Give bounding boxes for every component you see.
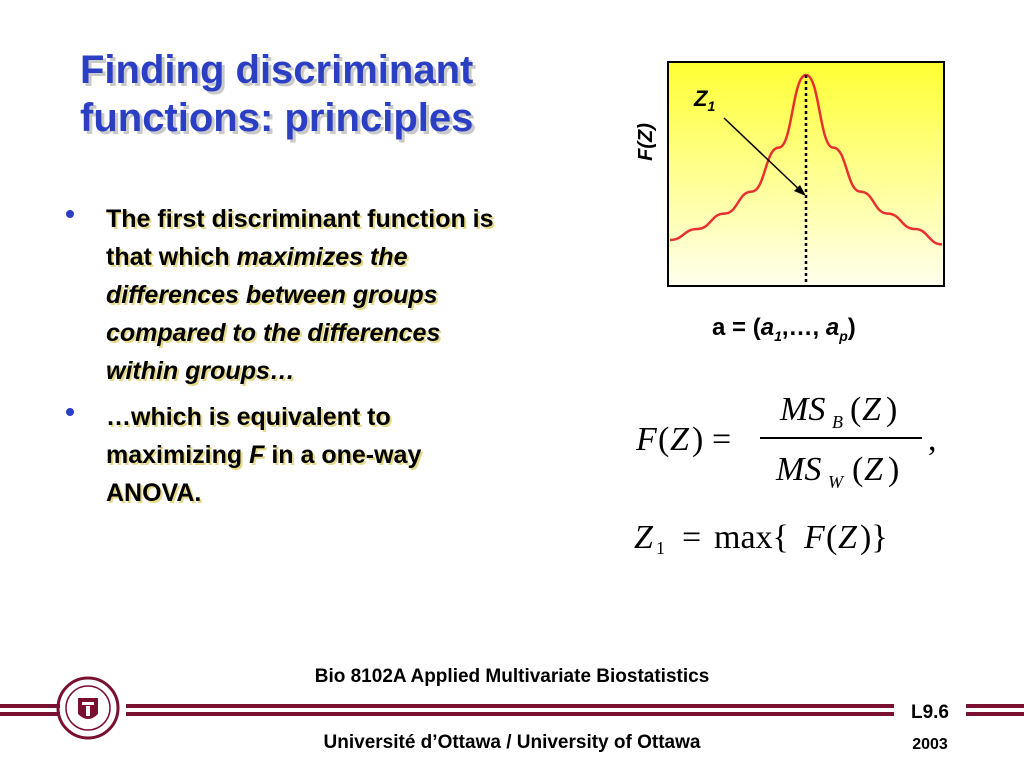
svg-text:Z: Z bbox=[670, 421, 689, 458]
svg-text:F: F bbox=[636, 421, 657, 458]
svg-text:(: ( bbox=[826, 519, 838, 556]
svg-text:1: 1 bbox=[656, 538, 665, 558]
bullet-text-2 bbox=[106, 398, 506, 512]
bullet-2-part-1: …which is equivalent to maximizing bbox=[106, 403, 391, 469]
chart-x-label: $a = (a_1,\dots$, $a_p$) bbox=[712, 314, 856, 344]
svg-text:B: B bbox=[832, 412, 843, 432]
footer-rule-left-1 bbox=[0, 704, 60, 708]
svg-text:max{: max{ bbox=[714, 519, 789, 556]
svg-text:MS: MS bbox=[780, 391, 826, 428]
svg-text:,: , bbox=[928, 421, 937, 458]
equation-z1-max bbox=[634, 512, 964, 560]
svg-text:): ) bbox=[888, 451, 900, 488]
svg-text:MS: MS bbox=[776, 451, 822, 488]
svg-text:)}: )} bbox=[860, 519, 888, 556]
svg-text:(: ( bbox=[850, 391, 862, 428]
chart-y-label: F(Z) bbox=[634, 123, 657, 161]
footer-rule-left-2 bbox=[0, 712, 60, 716]
svg-text:Z: Z bbox=[838, 519, 857, 556]
bullet-2-part-3: in a one-way ANOVA. bbox=[106, 441, 422, 507]
bullet-2-part-2: F bbox=[249, 441, 265, 469]
svg-text:): ) bbox=[886, 391, 898, 428]
z1-annotation-label: $Z_1$ bbox=[694, 86, 716, 114]
footer-rule-right-1 bbox=[966, 704, 1024, 708]
svg-text:F: F bbox=[804, 519, 825, 556]
title-line-2: functions: principles bbox=[80, 96, 474, 140]
equation-f-of-z bbox=[636, 388, 966, 498]
title-line-1: Finding discriminant bbox=[80, 48, 474, 92]
bullet-dot-icon bbox=[66, 408, 74, 416]
svg-text:W: W bbox=[828, 472, 843, 492]
svg-text:(: ( bbox=[658, 421, 670, 458]
university-name: Université d’Ottawa / University of Ottawa bbox=[323, 732, 701, 753]
bullet-text-1 bbox=[106, 200, 506, 390]
university-seal-icon bbox=[56, 676, 120, 740]
slide-number: L9.6 bbox=[910, 702, 950, 723]
svg-text:=: = bbox=[712, 421, 732, 458]
svg-text:Z: Z bbox=[634, 519, 653, 556]
footer-rule-main-2 bbox=[126, 712, 894, 716]
bullet-item-1 bbox=[66, 200, 506, 390]
bullet-1-part-2: maximizes the differences between groups compared to the differences within groups… bbox=[106, 243, 441, 385]
svg-text:Z: Z bbox=[862, 391, 881, 428]
svg-text:Z: Z bbox=[864, 451, 883, 488]
footer-rule-right-2 bbox=[966, 712, 1024, 716]
bullet-dot-icon bbox=[66, 210, 74, 218]
bullet-item-2 bbox=[66, 398, 506, 512]
f-of-z-chart bbox=[664, 58, 954, 298]
slide-year: 2003 bbox=[912, 736, 948, 753]
footer-rule-main-1 bbox=[126, 704, 894, 708]
course-title: Bio 8102A Applied Multivariate Biostatistics bbox=[314, 666, 710, 687]
bullet-1-part-1: The first discriminant function is that which bbox=[106, 205, 494, 271]
svg-text:=: = bbox=[682, 519, 702, 556]
svg-text:(: ( bbox=[852, 451, 864, 488]
slide-title bbox=[80, 46, 600, 142]
svg-text:): ) bbox=[692, 421, 704, 458]
bullet-list bbox=[66, 200, 506, 520]
